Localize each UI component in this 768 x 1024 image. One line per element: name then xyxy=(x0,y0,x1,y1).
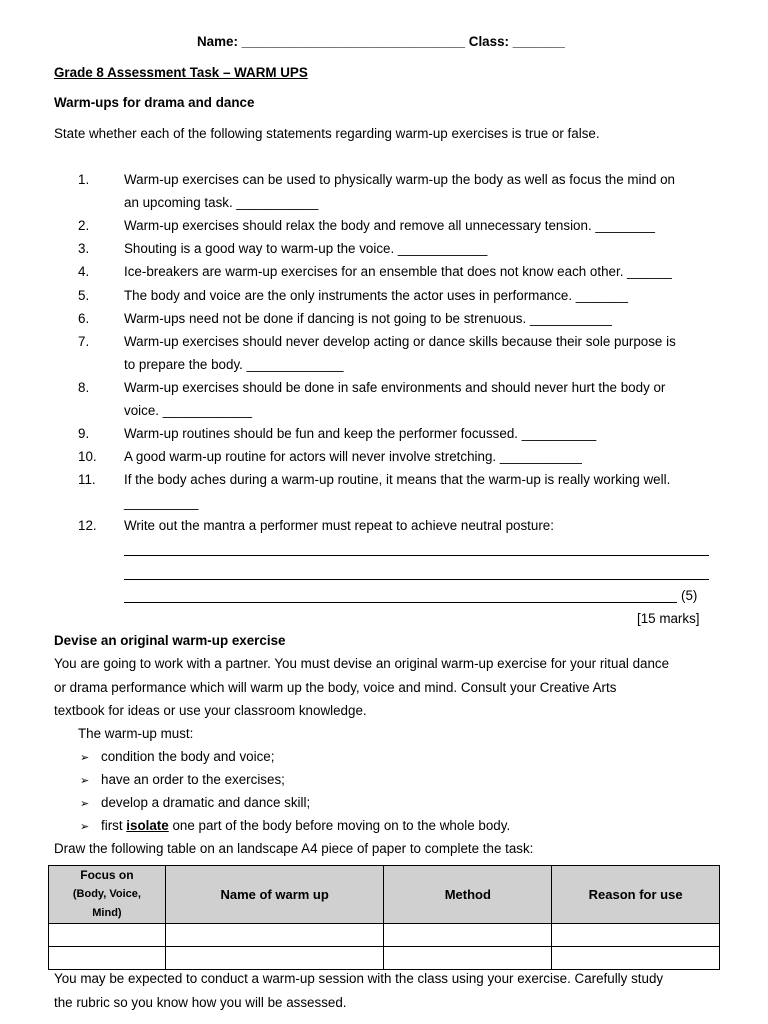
table-cell xyxy=(49,947,166,970)
paragraph-line: or drama performance which will warm up the body, voice and mind. Consult your Creative Arts xyxy=(54,680,617,695)
question-text: Warm-ups need not be done if dancing is not going to be strenuous. ___________ xyxy=(124,311,612,326)
question-text: The body and voice are the only instruments the actor uses in performance. _______ xyxy=(124,288,628,303)
list-item-text-part: first xyxy=(101,818,127,833)
table-cell xyxy=(552,924,720,947)
question-text: Warm-up exercises can be used to physically warm-up the body as well as focus the mind on xyxy=(124,172,676,187)
header-line: Mind) xyxy=(92,907,122,919)
question-number: 5. xyxy=(78,288,90,303)
header-line: (Body, Voice, xyxy=(72,888,141,900)
list-item-text: have an order to the exercises; xyxy=(101,772,285,787)
section-subtitle: Warm-ups for drama and dance xyxy=(54,95,255,110)
arrowhead-bullet-icon: ➢ xyxy=(80,752,90,764)
question-number: 8. xyxy=(78,380,90,395)
question-text-cont: __________ xyxy=(124,495,199,510)
question-number: 7. xyxy=(78,334,90,349)
answer-line xyxy=(124,579,709,580)
column-header-reason: Reason for use xyxy=(552,866,720,924)
table-cell xyxy=(384,947,552,970)
header-line: Focus on xyxy=(80,868,134,882)
table-row xyxy=(49,947,720,970)
table-header-row xyxy=(49,866,720,924)
question-text-cont: an upcoming task. ___________ xyxy=(124,195,319,210)
question-text: A good warm-up routine for actors will never involve stretching. ___________ xyxy=(124,449,582,464)
arrowhead-bullet-icon: ➢ xyxy=(80,775,90,787)
name-class-line: Name: ______________________________ Class: _______ xyxy=(197,34,565,49)
question-text: Warm-up routines should be fun and keep the performer focussed. __________ xyxy=(124,426,597,441)
list-item-text: develop a dramatic and dance skill; xyxy=(101,795,311,810)
question-number: 4. xyxy=(78,264,90,279)
total-marks: [15 marks] xyxy=(637,611,700,626)
page-title: Grade 8 Assessment Task – WARM UPS xyxy=(54,65,308,80)
emphasised-word: isolate xyxy=(126,818,169,833)
question-number: 9. xyxy=(78,426,90,441)
question-number: 2. xyxy=(78,218,90,233)
question-text-cont: to prepare the body. _____________ xyxy=(124,357,344,372)
instruction-text: State whether each of the following statements regarding warm-up exercises is true or false. xyxy=(54,126,600,141)
answer-line xyxy=(124,602,677,603)
table-cell xyxy=(165,924,384,947)
footer-line: the rubric so you know how you will be assessed. xyxy=(54,995,347,1010)
table-intro: Draw the following table on an landscape A4 piece of paper to complete the task: xyxy=(54,841,534,856)
question-number: 11. xyxy=(78,472,96,487)
question-text: Warm-up exercises should be done in safe environments and should never hurt the body or xyxy=(124,380,666,395)
column-header-focus xyxy=(49,866,166,924)
list-item-text-part: one part of the body before moving on to the whole body. xyxy=(168,818,511,833)
question-text: If the body aches during a warm-up routine, it means that the warm-up is really working well. xyxy=(124,472,671,487)
question-number: 6. xyxy=(78,311,90,326)
table-cell xyxy=(384,924,552,947)
footer-line: You may be expected to conduct a warm-up session with the class using your exercise. Carefully study xyxy=(54,971,664,986)
paragraph-line: You are going to work with a partner. You must devise an original warm-up exercise for your ritual dance xyxy=(54,656,670,671)
arrowhead-bullet-icon: ➢ xyxy=(80,821,90,833)
list-item-text: condition the body and voice; xyxy=(101,749,275,764)
question-number: 1. xyxy=(78,172,90,187)
answer-line xyxy=(124,555,709,556)
question-text: Warm-up exercises should never develop acting or dance skills because their sole purpose is xyxy=(124,334,676,349)
paragraph-line: textbook for ideas or use your classroom knowledge. xyxy=(54,703,367,718)
question-text: Shouting is a good way to warm-up the voice. ____________ xyxy=(124,241,488,256)
question-text: Warm-up exercises should relax the body and remove all unnecessary tension. ________ xyxy=(124,218,655,233)
arrowhead-bullet-icon: ➢ xyxy=(80,798,90,810)
question-number: 3. xyxy=(78,241,90,256)
table-row xyxy=(49,924,720,947)
question-number: 10. xyxy=(78,449,97,464)
question-text: Ice-breakers are warm-up exercises for an ensemble that does not know each other. ______ xyxy=(124,264,672,279)
table-cell xyxy=(49,924,166,947)
question-marks: (5) xyxy=(681,588,698,603)
table-cell xyxy=(165,947,384,970)
column-header-name: Name of warm up xyxy=(165,866,384,924)
list-intro: The warm-up must: xyxy=(78,726,194,741)
warm-up-table xyxy=(48,865,720,970)
column-header-method: Method xyxy=(384,866,552,924)
question-text: Write out the mantra a performer must repeat to achieve neutral posture: xyxy=(124,518,554,533)
table-cell xyxy=(552,947,720,970)
list-item-text xyxy=(101,818,510,833)
question-number: 12. xyxy=(78,518,97,533)
section-heading: Devise an original warm-up exercise xyxy=(54,633,286,648)
question-text-cont: voice. ____________ xyxy=(124,403,253,418)
